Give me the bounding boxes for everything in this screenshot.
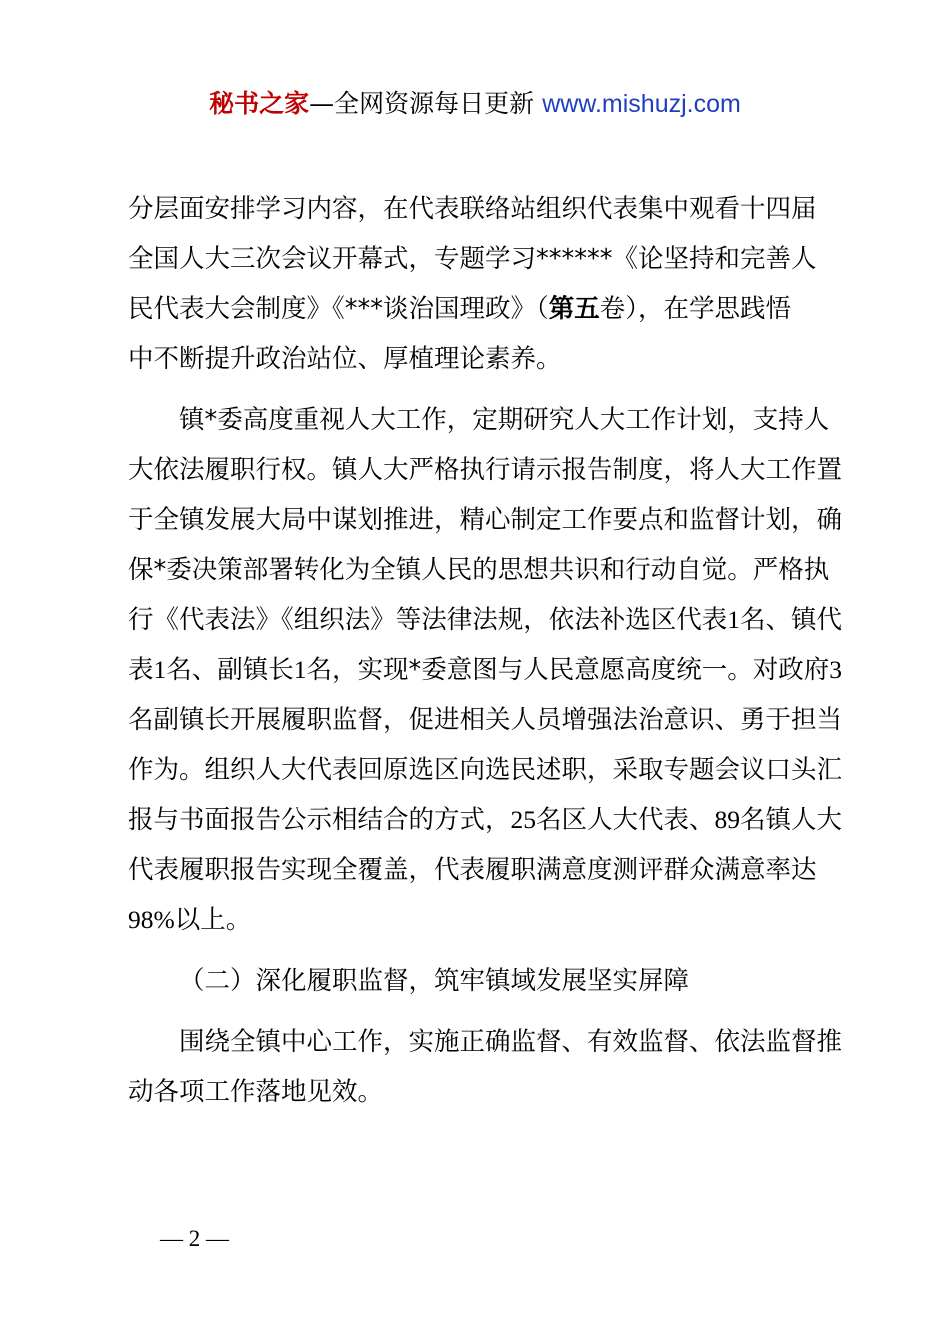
p1-bold-volume: 第五 xyxy=(548,294,600,324)
p1-line-1: 分层面安排学习内容，在代表联络站组织代表集中观看十四届 xyxy=(128,194,817,224)
p1-line-3: 民代表大会制度》《***谈治国理政》（ xyxy=(128,294,549,324)
p2-seg-3: 1 xyxy=(153,655,167,684)
p2-seg-7: 3 xyxy=(829,655,843,684)
p2-seg-1: 1 xyxy=(727,605,741,634)
p2-seg-13: 98% xyxy=(128,905,175,934)
paragraph-study xyxy=(128,184,844,384)
document-body xyxy=(128,184,844,1117)
header-dash: — xyxy=(309,89,335,118)
p2-seg-4: 名、副镇长 xyxy=(166,655,294,685)
p2-seg-10: 名区人大代表、 xyxy=(536,805,715,835)
header-tagline: 全网资源每日更新 xyxy=(334,89,535,118)
p2-seg-14: 以上。 xyxy=(174,905,252,935)
p2-seg-2: 名、镇代表 xyxy=(128,605,843,685)
p2-seg-0: 镇*委高度重视人大工作，定期研究人大工作计划，支持人大依法履职行权。镇人大严格执行请示报告制度，将人大工作置于全镇发展大局中谋划推进，精心制定工作要点和监督计划，确保*委决策部署转化为全镇人民的思想共识和行动自觉。严格执行《代表法》《组织法》等法律法规，依法补选区代表 xyxy=(128,405,843,635)
p2-seg-11: 89 xyxy=(714,805,741,834)
site-header xyxy=(0,86,950,122)
page-number: — 2 — xyxy=(160,1226,229,1251)
section-heading: （二）深化履职监督，筑牢镇域发展坚实屏障 xyxy=(179,966,690,996)
p1-line-3-tail: 卷），在学思践悟 xyxy=(599,294,792,324)
p2-seg-8: 名副镇长开展履职监督，促进相关人员增强法治意识、勇于担当作为。组织人大代表回原选区向选民述职，采取专题会议口头汇报与书面报告公示相结合的方式， xyxy=(128,705,843,835)
site-url-link[interactable]: www.mishuzj.com xyxy=(542,90,741,118)
p2-seg-9: 25 xyxy=(510,805,537,834)
paragraph-supervision: 围绕全镇中心工作，实施正确监督、有效监督、依法监督推动各项工作落地见效。 xyxy=(128,1027,843,1107)
paragraph-party-leadership xyxy=(128,395,844,945)
brand-name: 秘书之家 xyxy=(209,89,310,118)
p1-line-4: 中不断提升政治站位、厚植理论素养。 xyxy=(128,344,562,374)
p2-seg-5: 1 xyxy=(293,655,307,684)
p1-line-2: 全国人大三次会议开幕式，专题学习******《论坚持和完善人 xyxy=(128,244,817,274)
p2-seg-12: 名镇人大代表履职报告实现全覆盖，代表履职满意度测评群众满意率达 xyxy=(128,805,843,885)
p2-seg-6: 名，实现*委意图与人民意愿高度统一。对政府 xyxy=(306,655,830,685)
